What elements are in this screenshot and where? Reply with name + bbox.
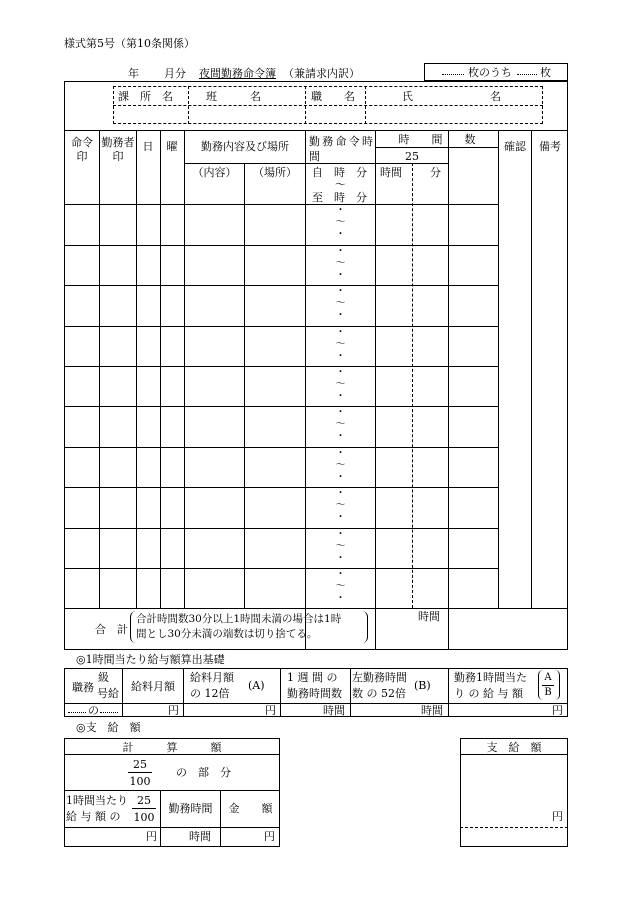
- hours-2: 時間: [421, 704, 443, 717]
- basis-title: ◎1時間当たり給与額算出基礎: [76, 653, 225, 666]
- row-time-1[interactable]: ・ 〜 ・: [335, 205, 346, 240]
- x12-line2: の 12倍: [190, 687, 230, 700]
- hourly-rate-line2: り の 給 与 額: [454, 687, 523, 700]
- hours-header: 時 間 数: [398, 133, 476, 146]
- confirm-header: 確認: [504, 140, 526, 153]
- frac-25: 25: [133, 758, 147, 771]
- row-time-5[interactable]: ・ 〜 ・: [335, 367, 346, 402]
- yen-1: 円: [168, 704, 179, 717]
- to-label: 至 時 分: [312, 191, 367, 204]
- worktime-header: 勤務時間: [168, 802, 213, 815]
- grade-label-1: 職務: [72, 681, 94, 694]
- min-unit: 分: [430, 166, 441, 179]
- x52-line1: 左勤務時間: [352, 671, 407, 684]
- name-label: 氏 名: [402, 90, 501, 103]
- hr-unit: 時間: [380, 166, 402, 179]
- form-subtitle: （兼請求内訳）: [283, 67, 360, 80]
- wave-label: 〜: [335, 178, 346, 191]
- grade-label-3: 号給: [97, 687, 119, 700]
- total-note-line1: 合計時間数30分以上1時間未満の場合は1時: [136, 613, 342, 625]
- a-mark: (A): [248, 679, 265, 692]
- form-title: 夜間勤務命令簿: [199, 67, 276, 80]
- frac-a: A: [544, 672, 552, 683]
- row-time-6[interactable]: ・ 〜 ・: [335, 407, 346, 442]
- x52-line2: 数 の 52倍: [352, 687, 406, 700]
- calc-yen-1: 円: [146, 830, 157, 843]
- remarks-header: 備考: [539, 140, 561, 153]
- grade-blank[interactable]: [68, 712, 86, 713]
- grade-label-2: 級: [98, 671, 109, 684]
- pay-title: ◎支 給 額: [76, 721, 141, 734]
- sheets-label: 枚のうち: [468, 66, 512, 79]
- paid-header: 支 給 額: [486, 741, 542, 754]
- rate-25: 25: [405, 150, 419, 163]
- month-label: 月分: [164, 67, 186, 80]
- calc-hours: 時間: [189, 830, 211, 843]
- hourly-pay-line1: 1時間当たり: [66, 794, 128, 807]
- b-mark: (B): [414, 679, 431, 692]
- calc-header: 計 算 額: [122, 741, 222, 754]
- name-field[interactable]: [367, 106, 542, 123]
- yen-3: 円: [552, 704, 563, 717]
- monthly-salary-header: 給料月額: [131, 680, 175, 693]
- row-time-2[interactable]: ・ 〜 ・: [335, 246, 346, 281]
- content-header: （内容）: [192, 166, 237, 179]
- order-seal-header: 命令印: [71, 136, 93, 163]
- weekday-header: 曜: [166, 140, 178, 153]
- year-label: 年: [128, 67, 139, 80]
- post-label: 職 名: [311, 90, 355, 103]
- work-header: 勤務内容及び場所: [201, 140, 289, 153]
- from-label: 自 時 分: [312, 166, 367, 179]
- hours-1: 時間: [323, 704, 345, 717]
- sheet-count-blank[interactable]: [442, 74, 464, 75]
- paid-yen: 円: [552, 810, 563, 823]
- hourly-rate-line1: 勤務1時間当た: [454, 671, 527, 684]
- frac-b: B: [544, 687, 552, 698]
- row-time-4[interactable]: ・ 〜 ・: [335, 327, 346, 362]
- amount-header: 金 額: [228, 802, 273, 815]
- section-label: 班 名: [206, 90, 261, 103]
- week-hours-line1: 1 週 間 の: [287, 671, 338, 684]
- row-time-3[interactable]: ・ 〜 ・: [335, 286, 346, 321]
- sheets-unit: 枚: [540, 66, 551, 79]
- hourly-pay-line2: 給 与 額 の: [66, 810, 121, 823]
- place-header: （場所）: [253, 166, 297, 179]
- total-note-line2: 間とし30分未満の端数は切り捨てる。: [136, 628, 318, 640]
- order-time-header: 勤務命令時 間: [309, 135, 395, 163]
- frac-25-b: 25: [137, 794, 151, 807]
- step-blank[interactable]: [100, 712, 118, 713]
- frac-100-b: 100: [133, 811, 155, 824]
- frac-100: 100: [129, 775, 151, 788]
- calc-yen-2: 円: [264, 830, 275, 843]
- form-number: 様式第5号（第10条関係）: [64, 37, 195, 50]
- row-time-9[interactable]: ・ 〜 ・: [335, 529, 346, 564]
- yen-2: 円: [265, 704, 276, 717]
- week-hours-line2: 勤務時間数: [287, 687, 342, 700]
- total-label: 合 計: [95, 623, 128, 636]
- total-hours-unit: 時間: [418, 610, 440, 623]
- row-time-7[interactable]: ・ 〜 ・: [335, 448, 346, 483]
- row-time-8[interactable]: ・ 〜 ・: [335, 488, 346, 523]
- portion-label: の 部 分: [176, 766, 231, 779]
- section-field[interactable]: [190, 106, 304, 123]
- day-header: 日: [142, 140, 154, 153]
- row-time-10[interactable]: ・ 〜 ・: [335, 569, 346, 604]
- dept-label: 課 所 名: [118, 90, 173, 103]
- sheet-total-blank[interactable]: [517, 74, 537, 75]
- x12-line1: 給料月額: [190, 671, 234, 684]
- worker-seal-header: 勤務者印: [101, 136, 135, 163]
- grade-no: の: [88, 704, 99, 717]
